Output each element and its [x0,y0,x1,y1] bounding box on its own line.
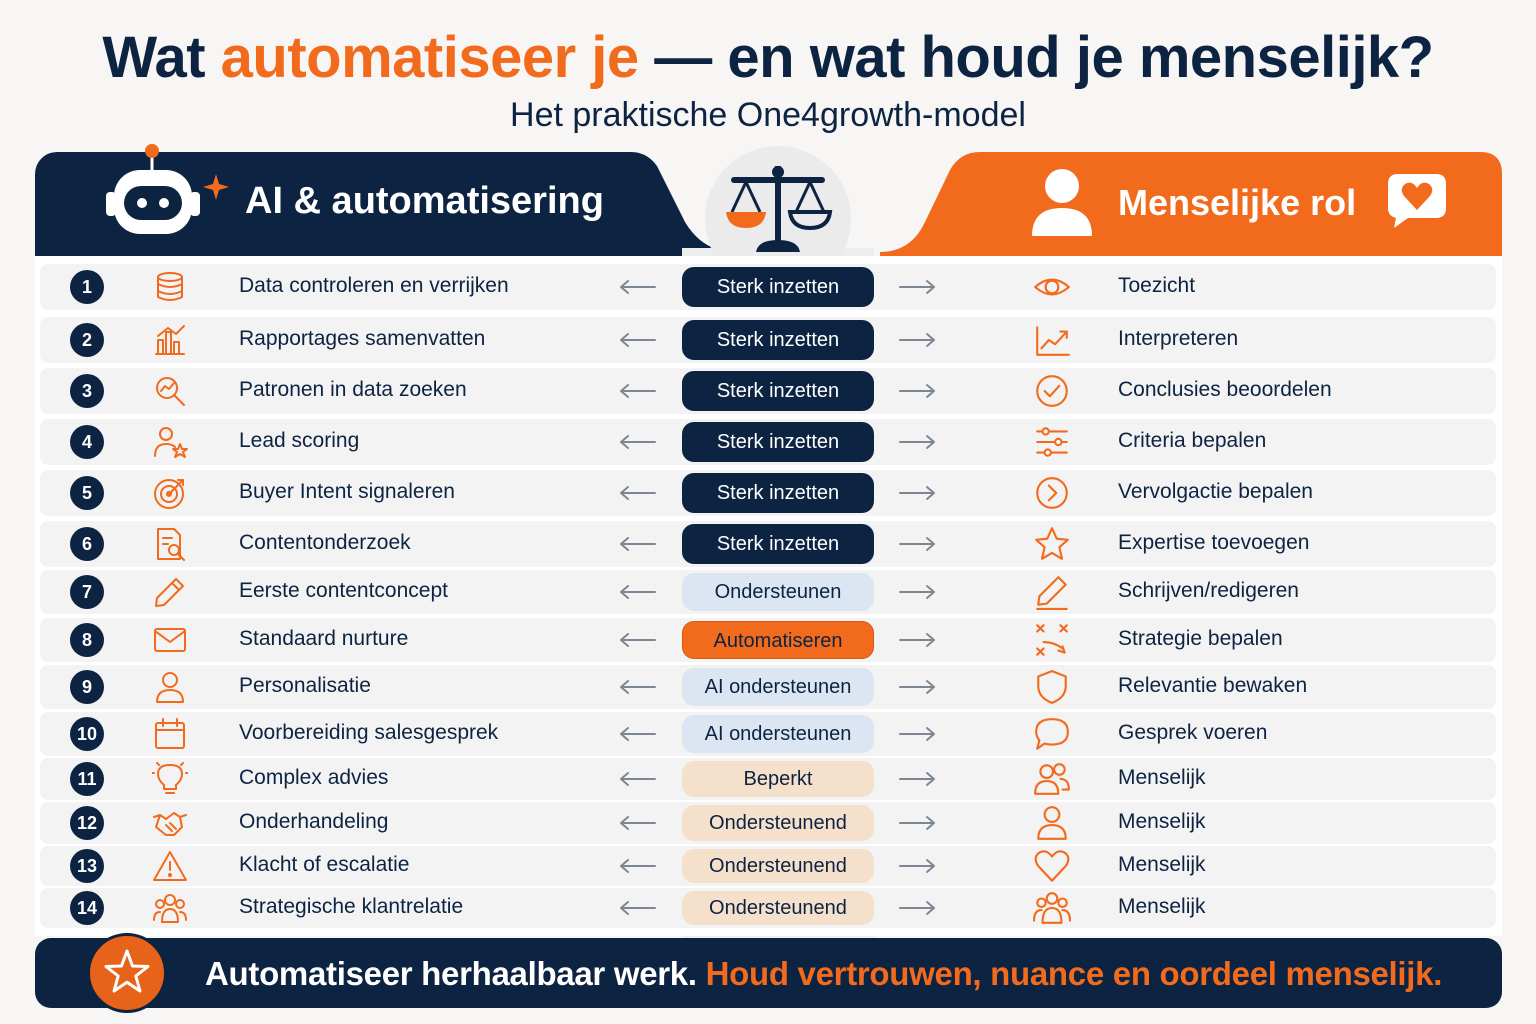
lightbulb-icon [152,761,188,797]
strategy-icon [1033,621,1071,659]
ai-header-label: AI & automatisering [245,180,604,222]
arrow-right-icon [898,536,938,552]
task-label: Klacht of escalatie [239,853,410,876]
task-label: Personalisatie [239,674,371,697]
title-accent: automatiseer je [220,25,639,90]
role-label: Vervolgactie bepalen [1118,480,1313,503]
role-label: Strategie bepalen [1118,627,1283,650]
role-label: Gesprek voeren [1118,721,1268,744]
task-label: Eerste contentconcept [239,579,448,602]
title-part1: Wat [102,25,221,90]
team-icon [152,890,188,926]
row-number: 7 [70,575,104,609]
task-label: Voorbereiding salesgesprek [239,721,499,744]
envelope-icon [152,622,188,658]
role-label: Menselijk [1118,895,1206,918]
task-label: Strategische klantrelatie [239,895,464,918]
task-label: Lead scoring [239,429,360,452]
robot-icon [100,142,235,242]
shield-icon [1033,668,1071,706]
bar-chart-icon [152,322,188,358]
role-label: Expertise toevoegen [1118,531,1310,554]
row-number: 12 [70,806,104,840]
person-header-icon [1028,166,1096,238]
person-icon [1033,804,1071,842]
footer-accent: Houd vertrouwen, nuance en oordeel menselijk. [705,955,1443,992]
arrow-right-icon [898,858,938,874]
arrow-left-icon [617,279,657,295]
document-search-icon [152,526,188,562]
arrow-right-icon [898,383,938,399]
task-label: Patronen in data zoeken [239,378,467,401]
arrow-left-icon [617,679,657,695]
level-badge: Beperkt [682,761,874,797]
row-number: 10 [70,717,104,751]
row-number: 6 [70,527,104,561]
arrow-left-icon [617,815,657,831]
arrow-right-icon [898,434,938,450]
level-badge: Ondersteunend [682,849,874,883]
users-icon [1033,760,1071,798]
arrow-left-icon [617,900,657,916]
target-icon [152,475,188,511]
footer-star-badge [87,933,167,1013]
level-badge: Sterk inzetten [682,473,874,513]
calendar-icon [152,716,188,752]
level-badge: Sterk inzetten [682,320,874,360]
eye-icon [1033,268,1071,306]
arrow-left-icon [617,383,657,399]
row-number: 13 [70,849,104,883]
role-label: Menselijk [1118,766,1206,789]
arrow-left-icon [617,632,657,648]
chat-bubble-icon [1033,715,1071,753]
arrow-left-icon [617,584,657,600]
arrow-right-icon [898,815,938,831]
level-badge: Ondersteunend [682,805,874,841]
arrow-right-icon [898,771,938,787]
row-number: 14 [70,891,104,925]
level-badge: AI ondersteunen [682,715,874,753]
arrow-left-icon [617,536,657,552]
level-badge: Ondersteunen [682,573,874,611]
row-number: 11 [70,762,104,796]
database-icon [152,269,188,305]
handshake-icon [152,805,188,841]
star-icon [90,936,164,1010]
pencil-icon [152,574,188,610]
row-number: 8 [70,623,104,657]
title-part2: — en wat houd je menselijk? [638,25,1434,90]
arrow-right-icon [898,332,938,348]
role-label: Schrijven/redigeren [1118,579,1299,602]
arrow-right-icon [898,900,938,916]
page-subtitle: Het praktische One4growth-model [510,96,1026,134]
star-icon [1033,525,1071,563]
row-number: 2 [70,323,104,357]
warning-icon [152,848,188,884]
heart-chat-icon [1386,172,1448,228]
footer-part1: Automatiseer herhaalbaar werk. [205,955,706,992]
role-label: Interpreteren [1118,327,1239,350]
arrow-right-icon [898,679,938,695]
role-label: Criteria bepalen [1118,429,1267,452]
arrow-right-icon [898,485,938,501]
row-number: 4 [70,425,104,459]
balance-scale-icon [720,160,836,256]
row-number: 9 [70,670,104,704]
row-number: 1 [70,270,104,304]
arrow-right-icon [898,584,938,600]
role-label: Relevantie bewaken [1118,674,1308,697]
trend-line-icon [1033,321,1071,359]
level-badge: Automatiseren [682,621,874,659]
arrow-left-icon [617,858,657,874]
check-circle-icon [1033,372,1071,410]
arrow-left-icon [617,771,657,787]
arrow-left-icon [617,726,657,742]
edit-icon [1033,573,1071,611]
sliders-icon [1033,423,1071,461]
page-title [0,24,1536,91]
heart-icon [1033,847,1071,885]
row-number: 3 [70,374,104,408]
role-label: Conclusies beoordelen [1118,378,1332,401]
group-icon [1033,889,1071,927]
role-label: Menselijk [1118,853,1206,876]
arrow-right-icon [898,279,938,295]
human-header-label: Menselijke rol [1118,182,1357,223]
task-label: Contentonderzoek [239,531,411,554]
row-number: 5 [70,476,104,510]
level-badge: Sterk inzetten [682,524,874,564]
task-label: Buyer Intent signaleren [239,480,455,503]
role-label: Toezicht [1118,274,1196,297]
level-badge: Sterk inzetten [682,267,874,307]
task-label: Onderhandeling [239,810,389,833]
task-label: Complex advies [239,766,389,789]
task-label: Data controleren en verrijken [239,274,509,297]
footer-text [205,955,1442,993]
arrow-left-icon [617,332,657,348]
level-badge: Sterk inzetten [682,371,874,411]
arrow-left-icon [617,434,657,450]
magnifier-chart-icon [152,373,188,409]
task-label: Rapportages samenvatten [239,327,486,350]
arrow-circle-icon [1033,474,1071,512]
arrow-left-icon [617,485,657,501]
level-badge: Ondersteunend [682,891,874,925]
task-label: Standaard nurture [239,627,409,650]
role-label: Menselijk [1118,810,1206,833]
user-star-icon [152,424,188,460]
arrow-right-icon [898,632,938,648]
arrow-right-icon [898,726,938,742]
level-badge: Sterk inzetten [682,422,874,462]
user-icon [152,669,188,705]
level-badge: AI ondersteunen [682,668,874,706]
